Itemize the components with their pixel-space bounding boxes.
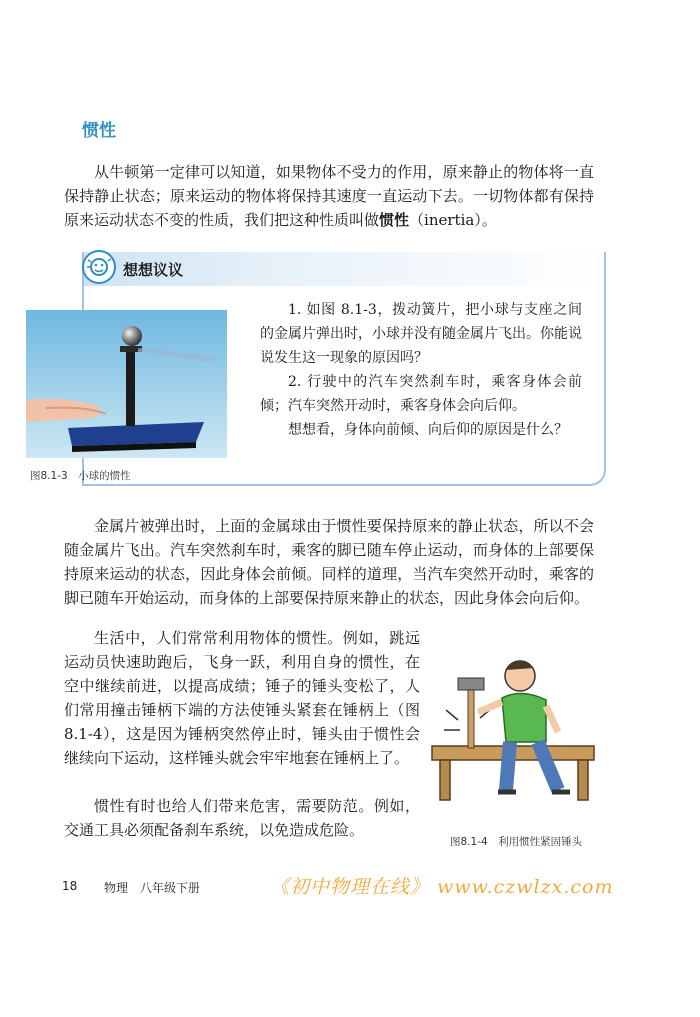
watermark: 《初中物理在线》 www.czwlzx.com (270, 876, 614, 898)
hammer-cartoon-illustration (428, 650, 598, 820)
intro-text-end: （inertia）。 (409, 211, 497, 229)
section-title: 惯性 (82, 121, 116, 141)
figure-1-caption: 图8.1-3 小球的惯性 (30, 470, 131, 482)
page-number: 18 (62, 879, 78, 893)
question-2: 2. 行驶中的汽车突然刹车时，乘客身体会前倾；汽车突然开动时，乘客身体会向后仰。 (260, 374, 582, 414)
explanation-paragraph: 金属片被弹出时，上面的金属球由于惯性要保持原来的静止状态，所以不会随金属片飞出。汽车突然刹车时，乘客的脚已随车停止运动，而身体的上部要保持原来运动的状态，因此身体会前倾。同样的道理，当汽车突然开动时，乘客的脚已随车开始运动，而身体的上部要保持原来静止的状态，因此身体会向后仰。 (64, 517, 594, 607)
danger-paragraph: 惯性有时也给人们带来危害，需要防范。例如，交通工具必须配备刹车系统，以免造成危险。 (64, 797, 420, 839)
book-title: 物理 八年级下册 (104, 881, 201, 895)
usage-paragraph: 生活中，人们常常利用物体的惯性。例如，跳远运动员快速助跑后，飞身一跃，利用自身的惯性，在空中继续前进，以提高成绩；锤子的锤头变松了，人们常用撞击锤柄下端的方法使锤头紧套在锤柄上（图8.1-4），这是因为锤柄突然停止时，锤头由于惯性会继续向下运动，这样锤头就会牢牢地套在锤柄上了。 (64, 629, 420, 767)
figure-2-caption: 图8.1-4 利用惯性紧固锤头 (450, 836, 583, 848)
question-3: 想想看，身体向前倾、向后仰的原因是什么？ (288, 422, 568, 438)
discussion-icon (82, 250, 116, 284)
question-1: 1. 如图 8.1-3，拨动簧片，把小球与支座之间的金属片弹出时，小球并没有随金属片飞出。你能说说发生这一现象的原因吗？ (260, 302, 582, 366)
intro-text: 从牛顿第一定律可以知道，如果物体不受力的作用，原来静止的物体将一直保持静止状态；原来运动的物体将保持其速度一直运动下去。一切物体都有保持原来运动状态不变的性质，我们把这种性质叫做 (64, 163, 594, 229)
inertia-ball-photo (26, 310, 227, 458)
inertia-term: 惯性 (379, 211, 410, 229)
intro-paragraph (64, 160, 594, 232)
think-box-title: 想想议议 (123, 261, 184, 279)
